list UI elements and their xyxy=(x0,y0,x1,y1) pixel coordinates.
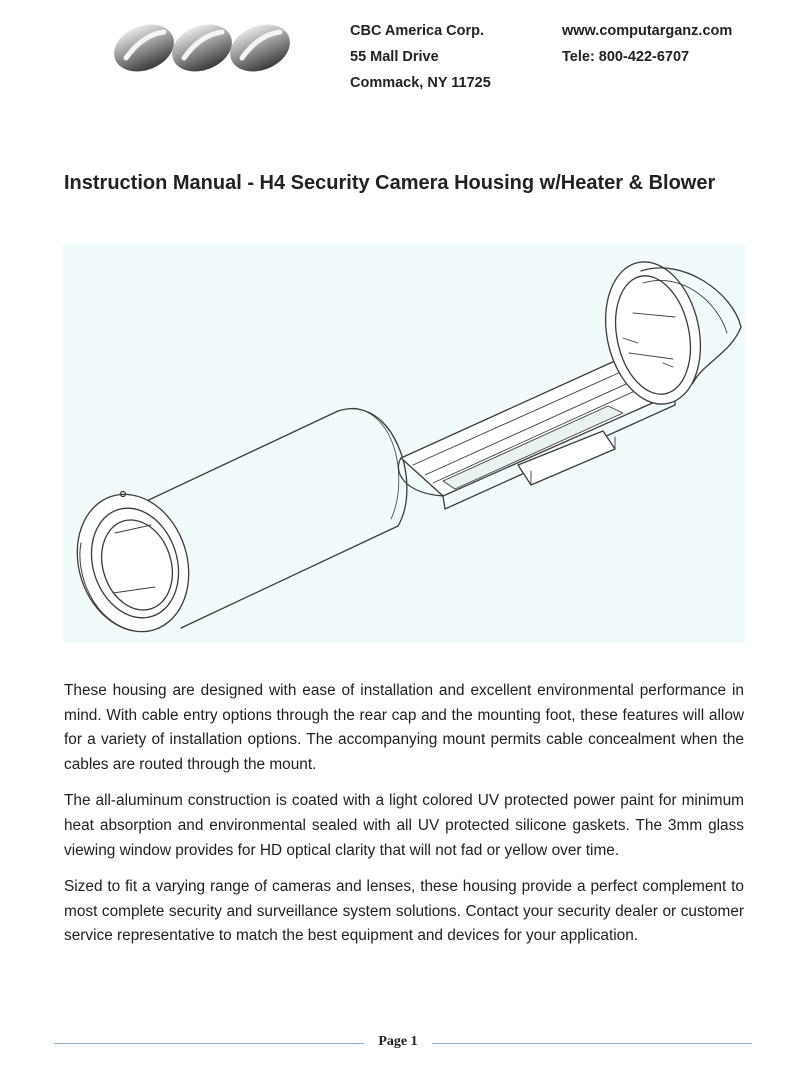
street-address: 55 Mall Drive xyxy=(350,49,439,65)
camera-housing-illustration xyxy=(63,243,745,643)
phone-number: Tele: 800-422-6707 xyxy=(562,49,690,65)
page-title: Instruction Manual - H4 Security Camera Housing w/Heater & Blower xyxy=(64,172,716,194)
company-contact xyxy=(562,18,732,70)
company-address xyxy=(350,18,491,96)
cbc-logo-icon xyxy=(112,16,292,76)
city-address: Commack, NY 11725 xyxy=(350,75,491,91)
paragraph: Sized to fit a varying range of cameras and lenses, these housing provide a perfect complement to most complete security and surveillance system solutions. Contact your security dealer or customer service representative to match the best equipment and devices for your application. xyxy=(64,878,744,945)
description-text xyxy=(64,679,744,961)
website-link[interactable]: www.computarganz.com xyxy=(562,23,733,39)
page-number: Page 1 xyxy=(378,1034,418,1049)
footer-divider-right xyxy=(432,1043,752,1044)
paragraph: The all-aluminum construction is coated with a light colored UV protected power paint for minimum heat absorption and environmental sealed with all UV protected silicone gaskets. The 3mm glass viewing window provides for HD optical clarity that will not fad or yellow over time. xyxy=(64,792,744,859)
company-name: CBC America Corp. xyxy=(350,23,485,39)
paragraph: These housing are designed with ease of installation and excellent environmental performance in mind. With cable entry options through the rear cap and the mounting foot, these features will allow for a variety of installation options. The accompanying mount permits cable concealment when the cables are routed through the mount. xyxy=(64,682,744,773)
footer-divider-left xyxy=(54,1043,364,1044)
